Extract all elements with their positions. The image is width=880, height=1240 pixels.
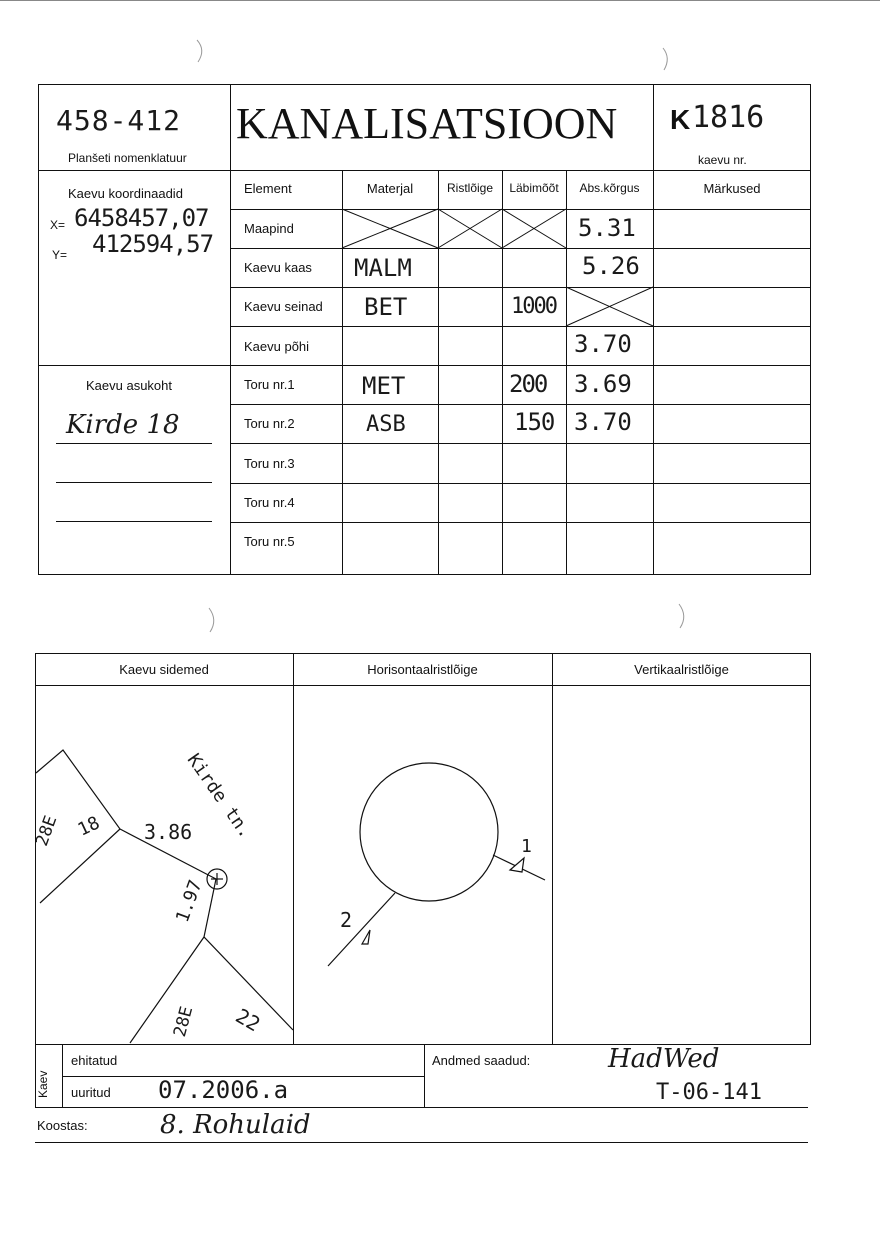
distance-2: 1.97 bbox=[172, 877, 207, 926]
row-label-toru-1: Toru nr.1 bbox=[244, 377, 295, 392]
row-label-toru-4: Toru nr.4 bbox=[244, 495, 295, 510]
page-title: KANALISATSIOON bbox=[236, 99, 618, 148]
nomenclature-value: 458-412 bbox=[56, 104, 182, 137]
cell-materjal-toru1: MET bbox=[362, 372, 406, 400]
row-label-toru-2: Toru nr.2 bbox=[244, 416, 295, 431]
distance-1: 3.86 bbox=[144, 820, 193, 844]
cell-materjal-seinad: BET bbox=[364, 293, 408, 321]
y-label: Y= bbox=[52, 248, 68, 262]
uuritud-label: uuritud bbox=[71, 1085, 111, 1100]
pipe-1-label: 1 bbox=[521, 836, 532, 857]
col-header-materjal: Materjal bbox=[366, 181, 414, 196]
col-header-element: Element bbox=[244, 181, 292, 196]
cell-materjal-toru2: ASB bbox=[366, 412, 406, 437]
well-number: 1816 bbox=[692, 100, 765, 135]
cell-abs-maapind: 5.31 bbox=[578, 214, 636, 242]
location-value: Kirde 18 bbox=[66, 410, 180, 440]
koostas-label: Koostas: bbox=[37, 1118, 88, 1133]
andmed-code: T-06-141 bbox=[656, 1080, 762, 1105]
well-label: kaevu nr. bbox=[698, 153, 747, 167]
cell-abs-toru2: 3.70 bbox=[574, 408, 632, 436]
divider bbox=[424, 1045, 425, 1107]
divider bbox=[35, 1142, 808, 1143]
cell-abs-pohi: 3.70 bbox=[574, 330, 632, 358]
col-header-labimoot: Läbimõõt bbox=[509, 181, 559, 195]
well-prefix: K bbox=[670, 104, 691, 135]
sketch-header-horisontaal: Horisontaalristlõige bbox=[367, 662, 478, 677]
col-header-markused: Märkused bbox=[703, 181, 761, 196]
cell-labimoot-toru1: 200 bbox=[509, 370, 547, 398]
x-value: 6458457,07 bbox=[74, 204, 209, 232]
andmed-signature: HadWed bbox=[608, 1044, 720, 1074]
house-letter-upper: 28E bbox=[32, 813, 62, 849]
row-label-toru-5: Toru nr.5 bbox=[244, 534, 295, 549]
koostas-value: 8. Rohulaid bbox=[160, 1110, 311, 1140]
row-label-kaevu-seinad: Kaevu seinad bbox=[244, 299, 323, 314]
pipe-2-label: 2 bbox=[340, 908, 353, 932]
col-header-ristloige: Ristlõige bbox=[446, 181, 494, 195]
house-letter-lower: 28E bbox=[170, 1004, 198, 1040]
sketch-header-vertikaal: Vertikaalristlõige bbox=[634, 662, 729, 677]
y-value: 412594,57 bbox=[92, 230, 214, 258]
house-no-upper: 18 bbox=[74, 812, 104, 841]
uuritud-value: 07.2006.a bbox=[158, 1076, 289, 1104]
coords-label: Kaevu koordinaadid bbox=[68, 186, 183, 201]
andmed-label: Andmed saadud: bbox=[432, 1053, 531, 1068]
location-label: Kaevu asukoht bbox=[86, 378, 173, 393]
ehitatud-label: ehitatud bbox=[71, 1053, 118, 1068]
cell-materjal-kaas: MALM bbox=[354, 254, 412, 282]
col-header-abs: Abs.kõrgus bbox=[579, 181, 640, 195]
nomenclature-label: Planšeti nomenklatuur bbox=[68, 151, 187, 165]
kaev-label: Kaev bbox=[36, 1070, 50, 1098]
street-label: Kirde tn. bbox=[182, 750, 256, 842]
cell-abs-toru1: 3.69 bbox=[574, 370, 632, 398]
x-label: X= bbox=[50, 218, 66, 232]
row-label-kaevu-pohi: Kaevu põhi bbox=[244, 339, 310, 354]
cell-labimoot-toru2: 150 bbox=[514, 408, 555, 436]
divider bbox=[35, 1107, 808, 1108]
row-label-kaevu-kaas: Kaevu kaas bbox=[244, 260, 312, 275]
row-label-toru-3: Toru nr.3 bbox=[244, 456, 295, 471]
cell-labimoot-seinad: 1000 bbox=[511, 294, 556, 319]
sketch-header-sidemed: Kaevu sidemed bbox=[119, 662, 209, 677]
house-no-lower: 22 bbox=[231, 1003, 265, 1037]
row-label-maapind: Maapind bbox=[244, 221, 294, 236]
cell-abs-kaas: 5.26 bbox=[582, 252, 640, 280]
